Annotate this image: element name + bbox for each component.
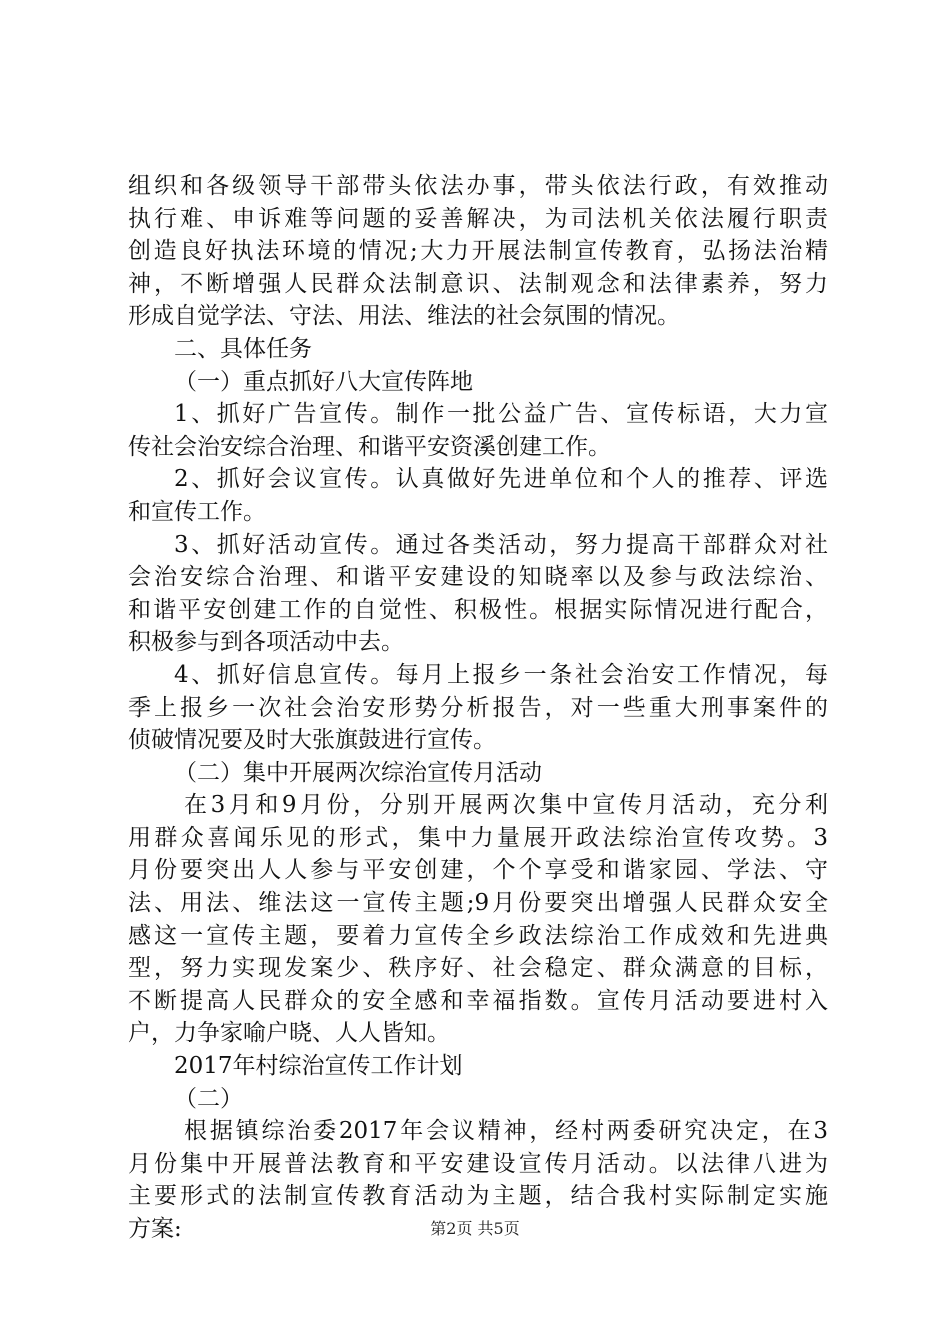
text-line: 型，努力实现发案少、秩序好、社会稳定、群众满意的目标， [128,955,828,982]
text-line: 月份要突出人人参与平安创建，个个享受和谐家园、学法、守 [128,857,828,884]
document-body [128,170,828,1246]
text-line: 方案: [128,1216,182,1242]
text-line: （二） [174,1085,243,1112]
text-line: 在3月和9月份，分别开展两次集中宣传月活动，充分利 [184,792,828,819]
text-line: 主要形式的法制宣传教育活动为主题，结合我村实际制定实施 [128,1183,828,1210]
text-line: 神，不断增强人民群众法制意识、法制观念和法律素养，努力 [128,270,828,297]
text-line: 形成自觉学法、守法、用法、维法的社会氛围的情况。 [128,303,680,330]
text-line: 和谐平安创建工作的自觉性、积极性。根据实际情况进行配合， [128,596,828,623]
text-line: 感这一宣传主题，要着力宣传全乡政法综治工作成效和先进典 [128,922,828,949]
text-line: 3、抓好活动宣传。通过各类活动，努力提高干部群众对社 [174,531,828,558]
text-line: 法、用法、维法这一宣传主题;9月份要突出增强人民群众安全 [128,890,828,917]
text-line: 季上报乡一次社会治安形势分析报告，对一些重大刑事案件的 [128,694,828,721]
text-line: 侦破情况要及时大张旗鼓进行宣传。 [128,727,496,754]
text-line: 会治安综合治理、和谐平安建设的知晓率以及参与政法综治、 [128,564,828,591]
text-line: 2、抓好会议宣传。认真做好先进单位和个人的推荐、评选 [174,466,828,493]
text-line: 4、抓好信息宣传。每月上报乡一条社会治安工作情况，每 [174,661,828,688]
text-line: 和宣传工作。 [128,498,266,525]
text-line: 创造良好执法环境的情况;大力开展法制宣传教育，弘扬法治精 [128,238,828,265]
text-line: 组织和各级领导干部带头依法办事，带头依法行政，有效推动 [128,173,828,199]
text-line: 用群众喜闻乐见的形式，集中力量展开政法综治宣传攻势。3 [128,824,828,851]
text-line: 月份集中开展普法教育和平安建设宣传月活动。以法律八进为 [128,1150,828,1177]
text-line: （一）重点抓好八大宣传阵地 [174,368,473,395]
text-line: 户，力争家喻户晓、人人皆知。 [128,1020,450,1047]
text-line: 执行难、申诉难等问题的妥善解决，为司法机关依法履行职责 [128,205,828,232]
page-footer: 第2页 共5页 [430,1219,520,1238]
text-line: 二、具体任务 [174,335,312,362]
text-line: 传社会治安综合治理、和谐平安资溪创建工作。 [128,433,611,460]
text-line: 2017年村综治宣传工作计划 [174,1053,463,1080]
text-line: 1、抓好广告宣传。制作一批公益广告、宣传标语，大力宣 [174,401,828,428]
text-line: （二）集中开展两次综治宣传月活动 [174,759,542,786]
text-line: 根据镇综治委2017年会议精神，经村两委研究决定，在3 [184,1118,828,1145]
text-line: 积极参与到各项活动中去。 [128,629,404,656]
text-line: 不断提高人民群众的安全感和幸福指数。宣传月活动要进村入 [128,987,828,1014]
